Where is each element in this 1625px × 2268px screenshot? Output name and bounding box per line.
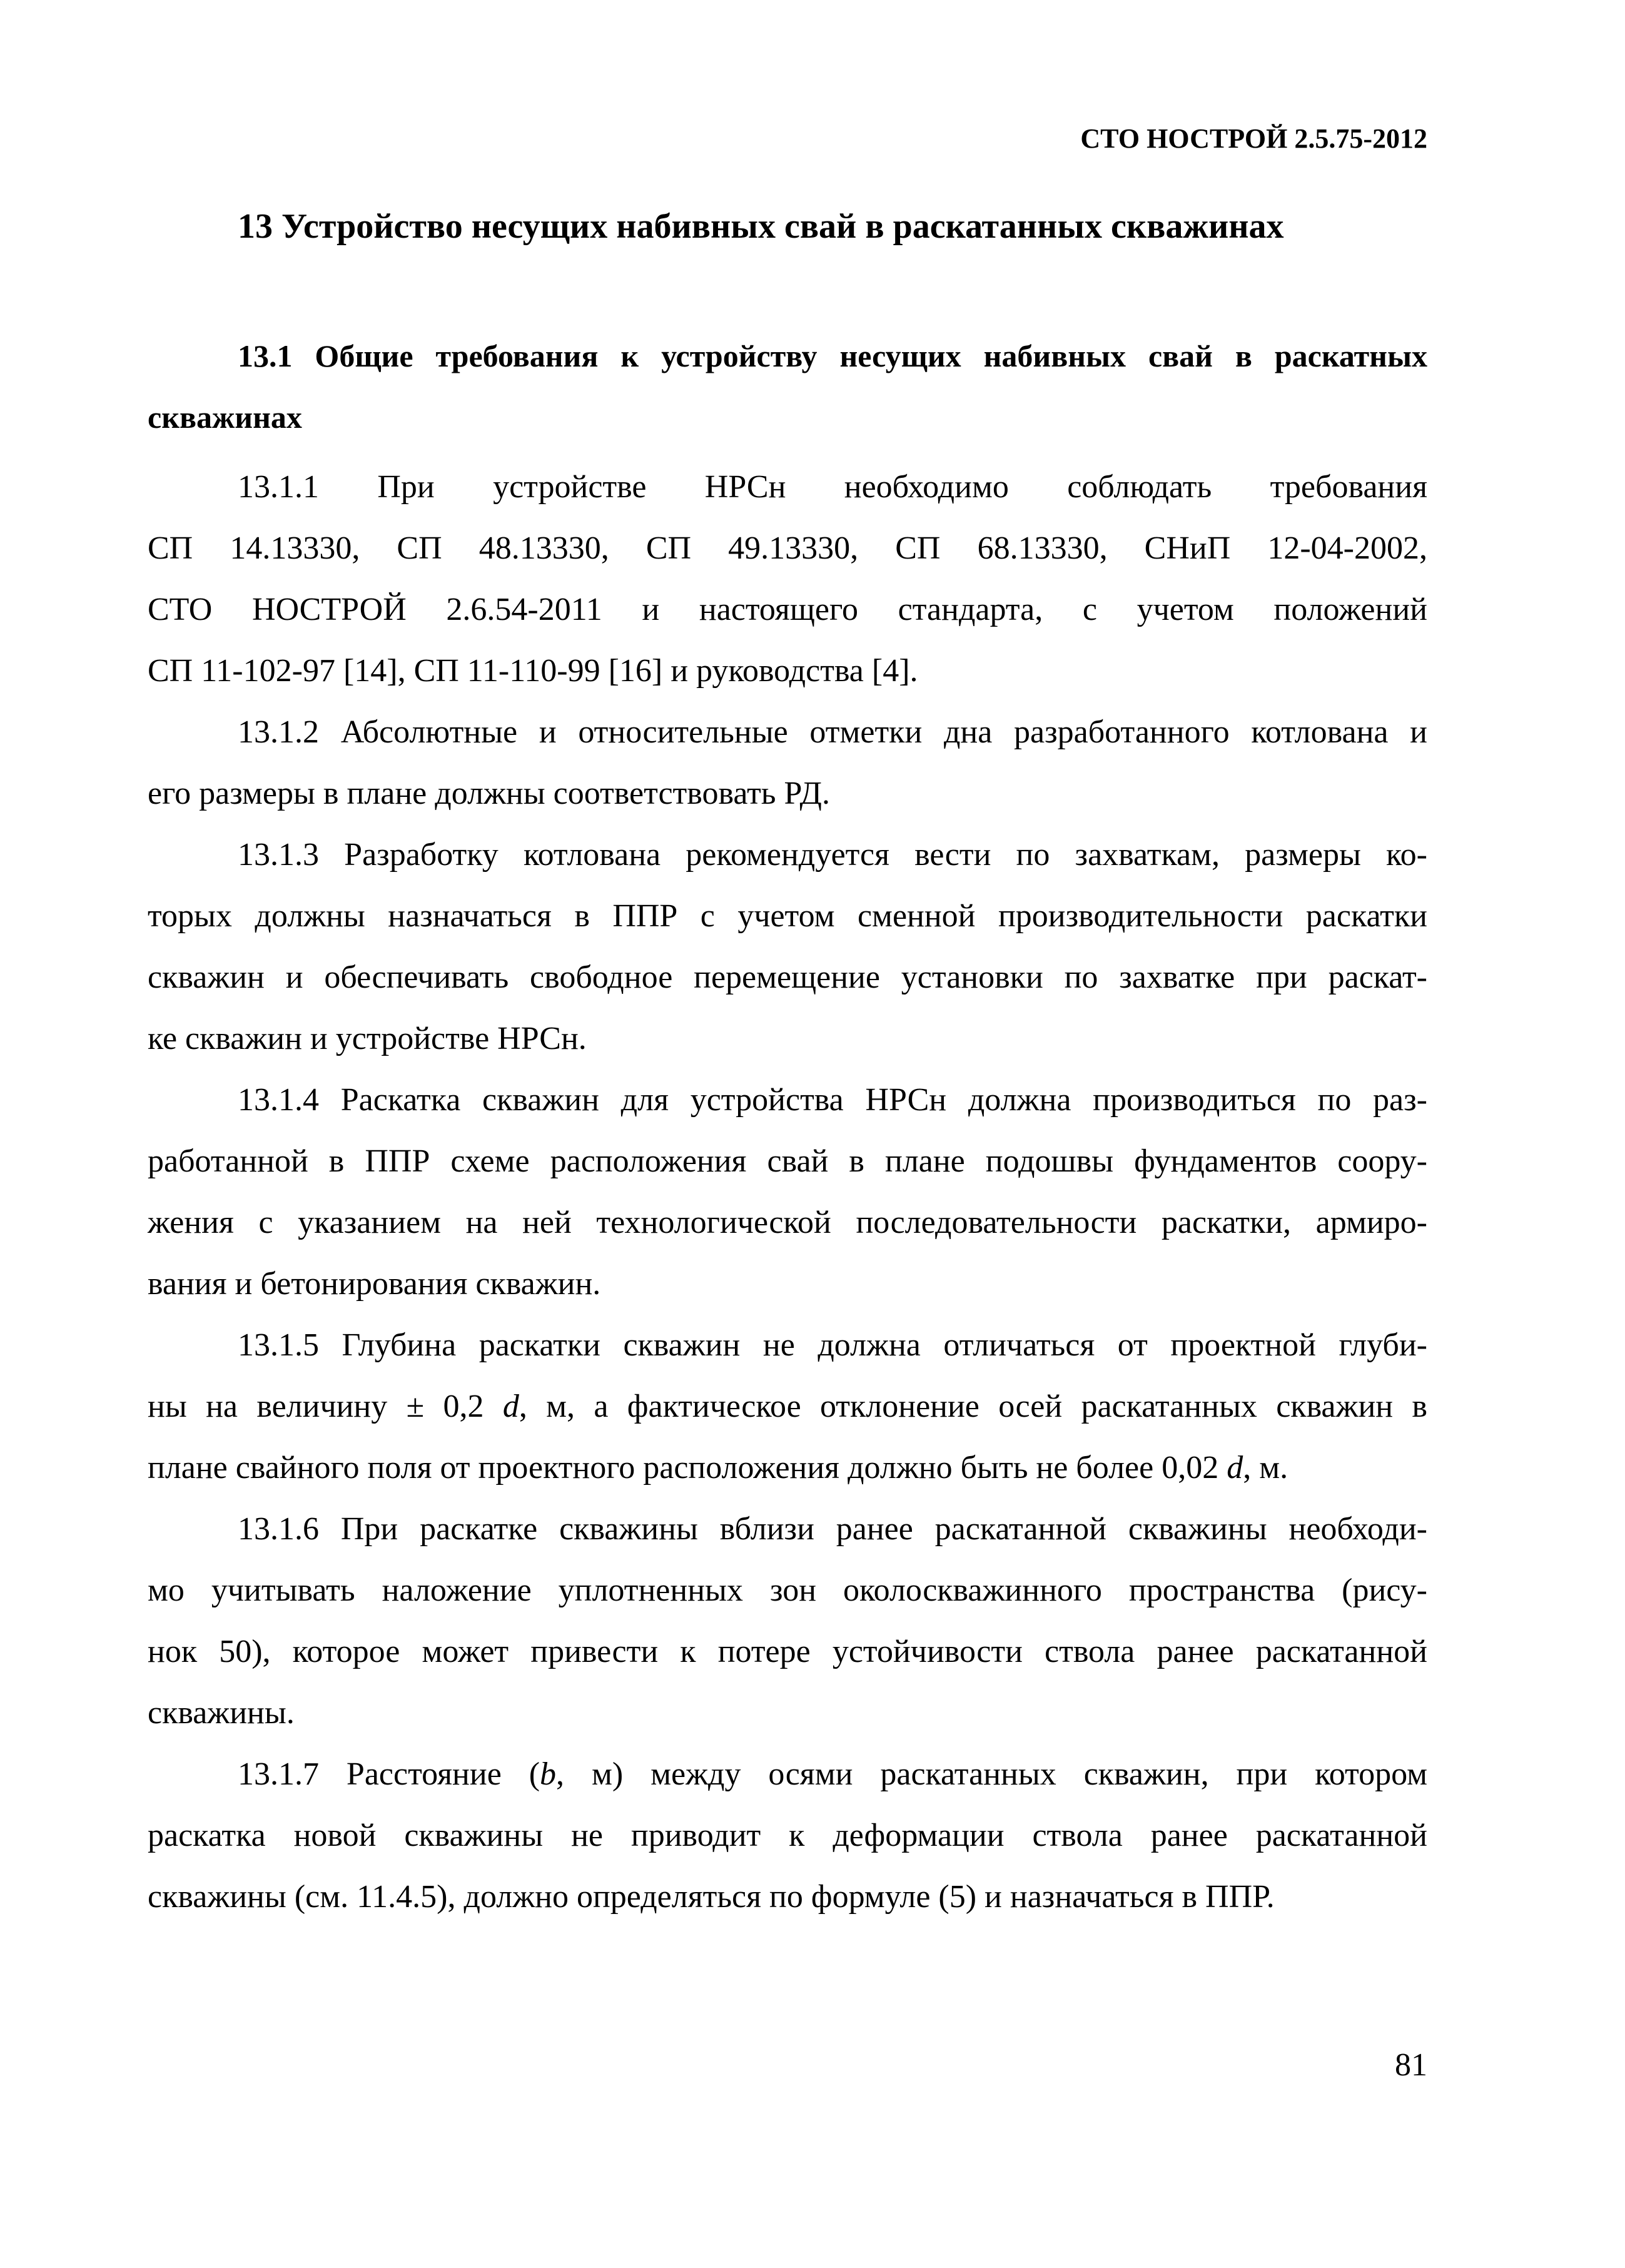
paragraph-13-1-3 [148, 824, 1427, 1070]
section-title: 13 Устройство несущих набивных свай в раскатанных скважинах [238, 207, 1284, 246]
paragraph-line: СП 14.13330, СП 48.13330, СП 49.13330, СП 68.13330, СНиП 12-04-2002, [148, 530, 1427, 566]
paragraph-line: скважины. [148, 1695, 295, 1731]
paragraph-13-1-5 [148, 1315, 1427, 1499]
paragraph-line: 13.1.7 Расстояние (b, м) между осями раскатанных скважин, при котором [238, 1756, 1427, 1792]
paragraph-line: СП 11-102-97 [14], СП 11-110-99 [16] и руководства [4]. [148, 653, 918, 689]
paragraph-line: 13.1.5 Глубина раскатки скважин не должна отличаться от проектной глуби- [238, 1327, 1427, 1363]
paragraph-13-1-1 [148, 457, 1427, 702]
paragraph-line: жения с указанием на ней технологической последовательности раскатки, армиро- [148, 1205, 1427, 1240]
paragraph-line: СТО НОСТРОЙ 2.6.54-2011 и настоящего стандарта, с учетом положений [148, 592, 1427, 627]
paragraph-line: 13.1.4 Раскатка скважин для устройства НРСн должна производиться по раз- [238, 1082, 1427, 1118]
paragraph-line: плане свайного поля от проектного расположения должно быть не более 0,02 d, м. [148, 1450, 1288, 1486]
paragraph-line: нок 50), которое может привести к потере устойчивости ствола ранее раскатанной [148, 1634, 1427, 1669]
paragraph-line: скважины (см. 11.4.5), должно определяться по формуле (5) и назначаться в ППР. [148, 1879, 1275, 1915]
paragraph-line: 13.1.2 Абсолютные и относительные отметки дна разработанного котлована и [238, 714, 1427, 750]
paragraph-line: его размеры в плане должны соответствовать РД. [148, 776, 830, 811]
paragraph-line: работанной в ППР схеме расположения свай в плане подошвы фундаментов соору- [148, 1143, 1427, 1179]
paragraph-line: 13.1.1 При устройстве НРСн необходимо соблюдать требования [238, 469, 1427, 505]
page-number: 81 [1395, 2047, 1427, 2083]
paragraph-13-1-7 [148, 1744, 1427, 1928]
paragraph-line: ке скважин и устройстве НРСн. [148, 1021, 587, 1056]
paragraph-line: вания и бетонирования скважин. [148, 1266, 601, 1302]
subsection-title-line-1: 13.1 Общие требования к устройству несущих набивных свай в раскатных [238, 338, 1427, 373]
paragraph-13-1-6 [148, 1499, 1427, 1744]
paragraph-line: 13.1.6 При раскатке скважины вблизи ранее раскатанной скважины необходи- [238, 1511, 1427, 1547]
body-text [148, 457, 1427, 1928]
paragraph-13-1-2 [148, 702, 1427, 824]
paragraph-line: скважин и обеспечивать свободное перемещение установки по захватке при раскат- [148, 959, 1427, 995]
paragraph-line: ны на величину ± 0,2 d, м, а фактическое отклонение осей раскатанных скважин в [148, 1389, 1427, 1424]
paragraph-line: 13.1.3 Разработку котлована рекомендуется вести по захваткам, размеры ко- [238, 837, 1427, 873]
subsection-title-line-2: скважинах [148, 400, 302, 435]
paragraph-line: мо учитывать наложение уплотненных зон околоскважинного пространства (рису- [148, 1572, 1427, 1608]
running-header: СТО НОСТРОЙ 2.5.75-2012 [1080, 123, 1427, 154]
paragraph-13-1-4 [148, 1070, 1427, 1315]
paragraph-line: раскатка новой скважины не приводит к деформации ствола ранее раскатанной [148, 1818, 1427, 1853]
subsection-title [148, 325, 1427, 448]
paragraph-line: торых должны назначаться в ППР с учетом сменной производительности раскатки [148, 898, 1427, 934]
